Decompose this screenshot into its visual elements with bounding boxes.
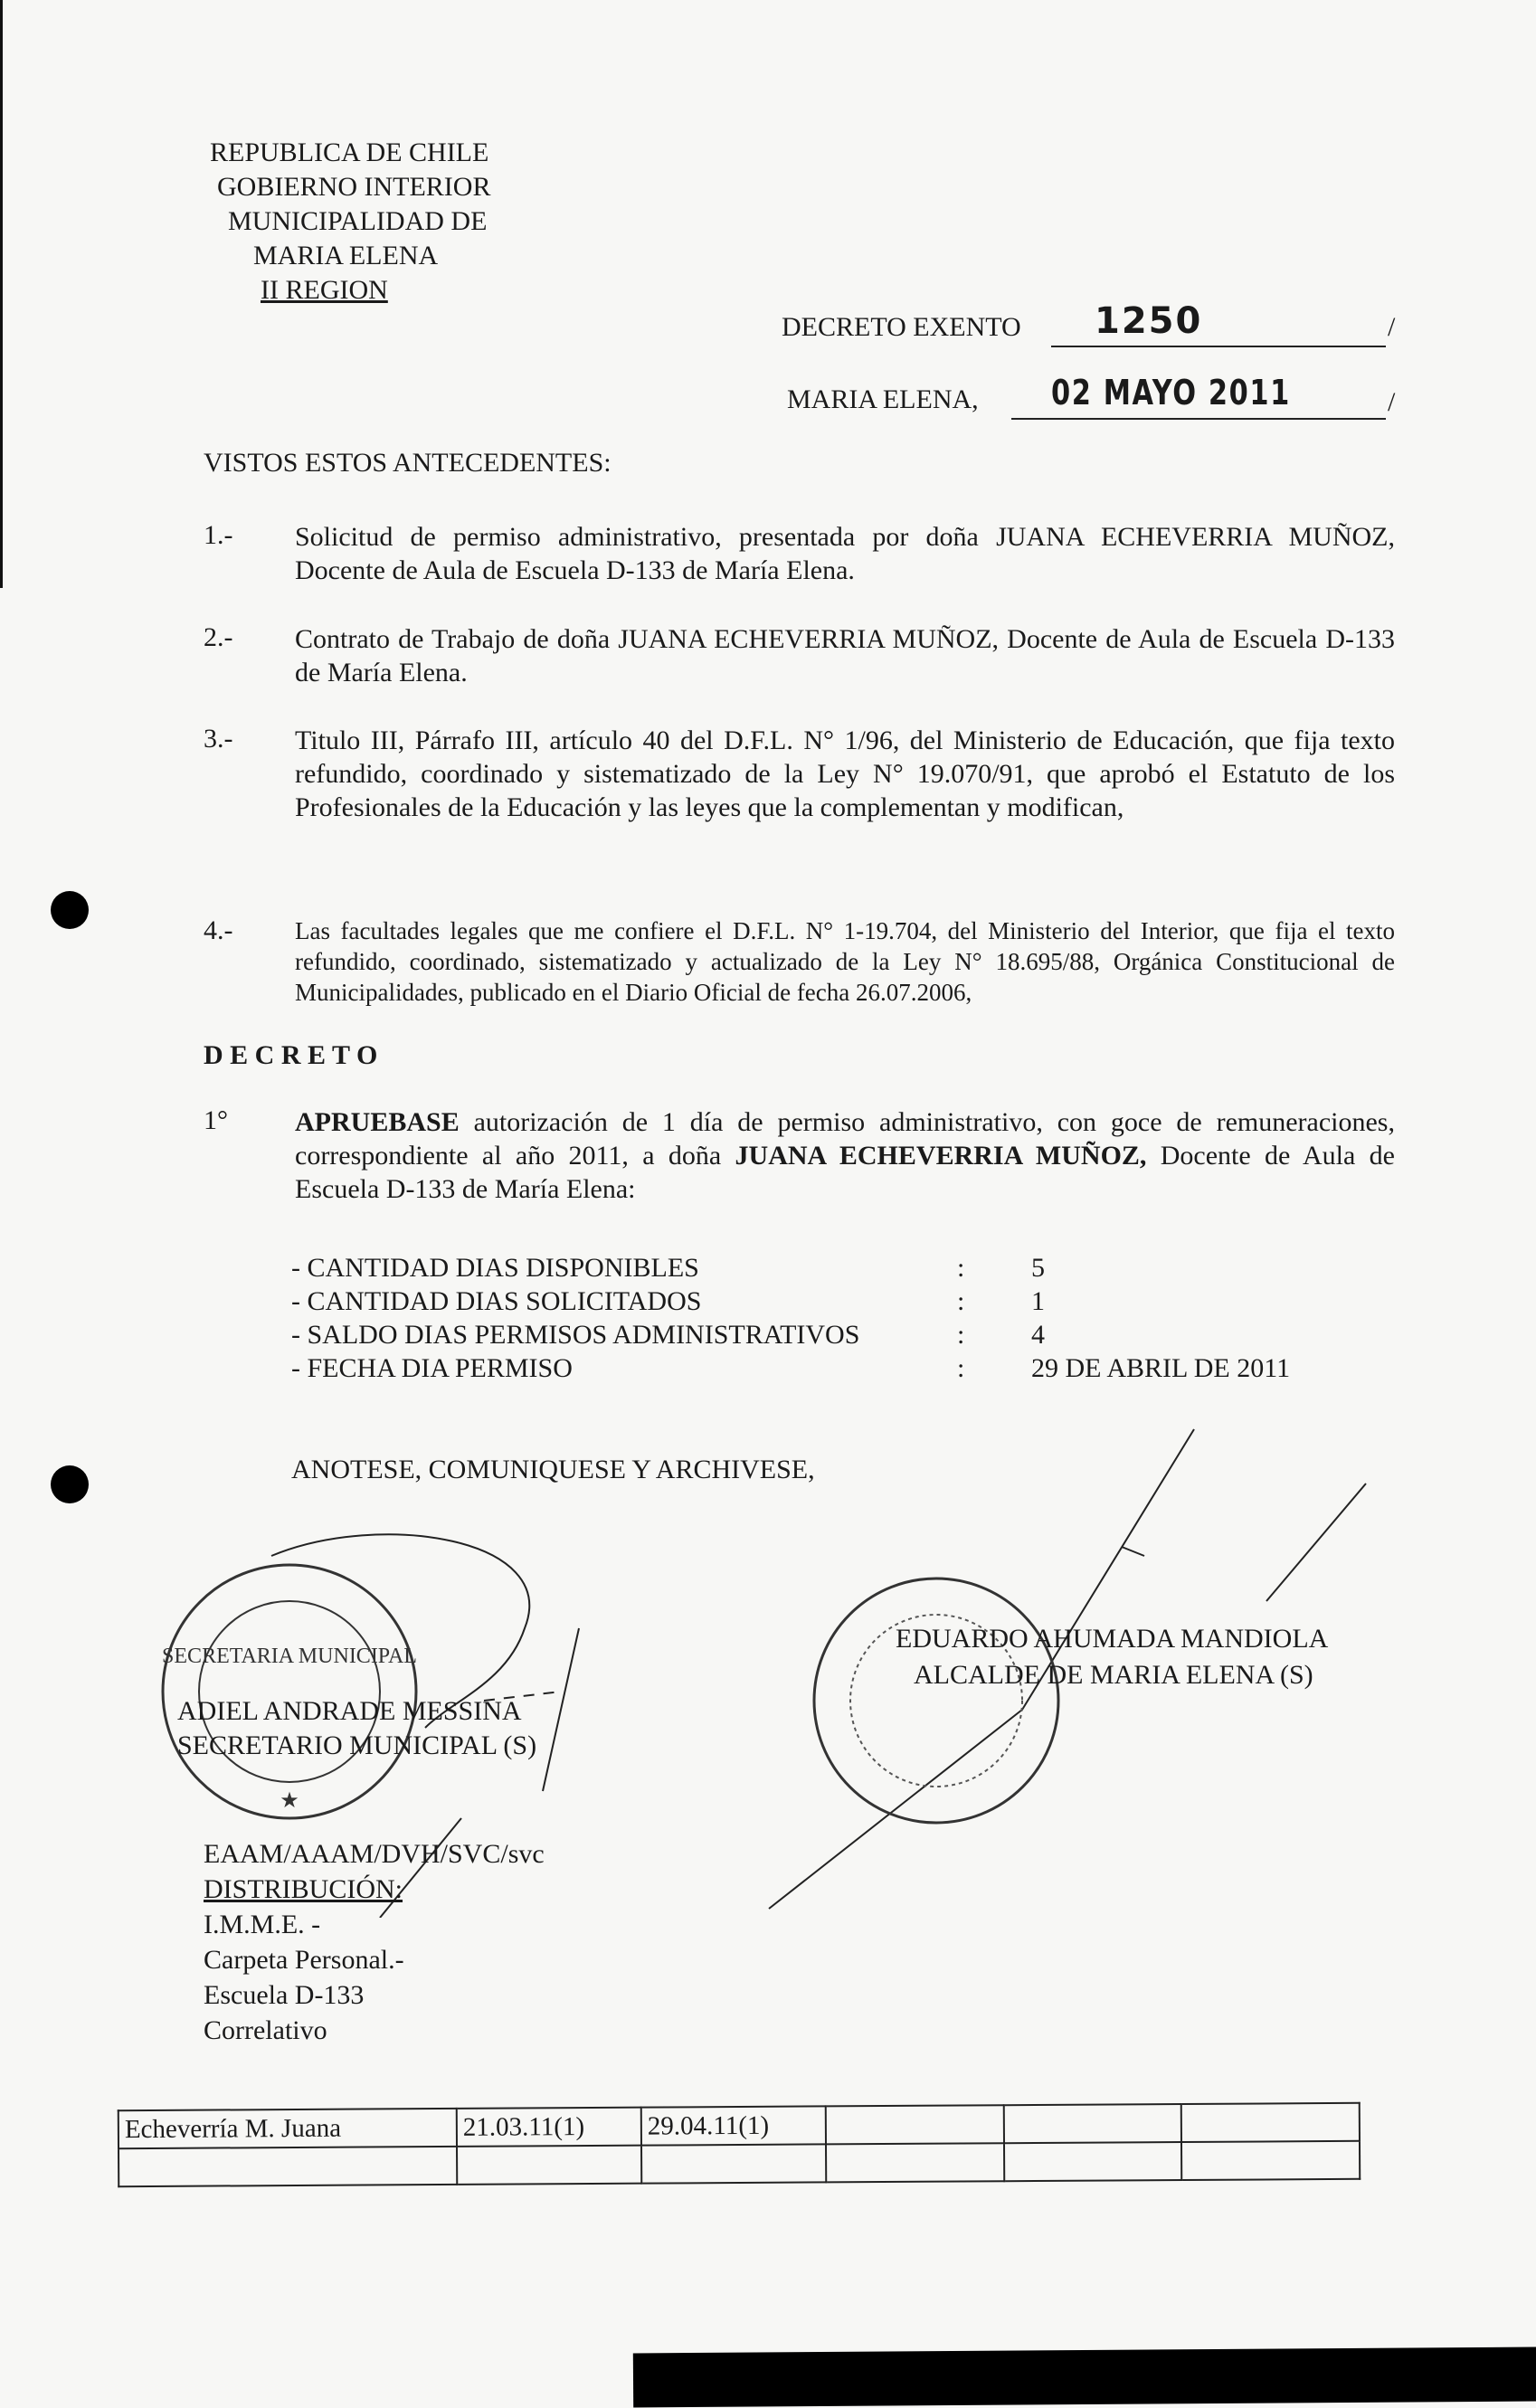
initials: EAAM/AAAM/DVH/SVC/svc: [204, 1839, 545, 1869]
detail-value: 29 DE ABRIL DE 2011: [1031, 1353, 1291, 1383]
svg-text:★: ★: [280, 1789, 299, 1813]
table-cell: [641, 2144, 826, 2183]
table-cell: [1004, 2142, 1182, 2181]
header-line: MUNICIPALIDAD DE: [228, 206, 488, 236]
header-line: GOBIERNO INTERIOR: [217, 172, 491, 202]
punch-hole: [51, 891, 89, 929]
secretary-title: SECRETARIO MUNICIPAL (S): [177, 1730, 537, 1760]
date-stamp: 02 MAYO 2011: [1051, 373, 1291, 412]
table-cell: [1181, 2141, 1360, 2180]
colon: :: [957, 1286, 965, 1316]
item-number: 1°: [204, 1105, 228, 1135]
scan-bottom-bar: [633, 2347, 1536, 2408]
table-cell: Echeverría M. Juana: [119, 2109, 457, 2148]
vistos-item: Solicitud de permiso administrativo, presentada por doña JUANA ECHEVERRIA MUÑOZ, Docente de Aula de Escuela D-133 de María Elena.: [295, 522, 1395, 585]
detail-value: 5: [1031, 1253, 1045, 1283]
detail-label: - FECHA DIA PERMISO: [291, 1353, 573, 1383]
slash: /: [1388, 387, 1396, 417]
article-text: Docente de Aula de Escuela D-133 de María Elena:: [295, 1141, 1395, 1204]
underline: [1051, 346, 1386, 347]
detail-value: 1: [1031, 1286, 1045, 1316]
distribution-title: DISTRIBUCIÓN:: [204, 1874, 403, 1904]
colon: :: [957, 1320, 965, 1350]
colon: :: [957, 1353, 965, 1383]
detail-label: - SALDO DIAS PERMISOS ADMINISTRATIVOS: [291, 1320, 860, 1350]
item-number: 2.-: [204, 622, 233, 652]
mayor-name: EDUARDO AHUMADA MANDIOLA: [896, 1624, 1329, 1654]
decreto-article: [295, 1105, 1395, 1206]
item-number: 4.-: [204, 915, 233, 945]
table-cell: 29.04.11(1): [641, 2106, 826, 2145]
article-text: autorización de 1 día de permiso administrativo, con goce de remuneraciones, correspondiente al año 2011, a doña: [295, 1107, 1395, 1171]
bold-lead: APRUEBASE: [295, 1107, 460, 1137]
beneficiary-name: JUANA ECHEVERRIA MUÑOZ,: [735, 1141, 1147, 1171]
table-cell: [119, 2147, 457, 2186]
distribution-item: I.M.M.E. -: [204, 1910, 321, 1939]
detail-label: - CANTIDAD DIAS SOLICITADOS: [291, 1286, 702, 1316]
table-cell: [826, 2143, 1004, 2182]
distribution-item: Carpeta Personal.-: [204, 1945, 404, 1975]
decreto-title: D E C R E T O: [204, 1040, 378, 1070]
vistos-item: Las facultades legales que me confiere el D.F.L. N° 1-19.704, del Ministerio del Interior, que fija el texto refundido, coordinado, sistematizado y actualizado de la Ley N° 18.695/88, Orgánica Constitucional de Municipalidades, publicado en el Diario Oficial de fecha 26.07.2006,: [295, 917, 1395, 1006]
table-cell: [1003, 2104, 1181, 2143]
mayor-title: ALCALDE DE MARIA ELENA (S): [914, 1660, 1313, 1690]
distribution-item: Escuela D-133: [204, 1980, 365, 2010]
detail-value: 4: [1031, 1320, 1045, 1350]
header-line: II REGION: [261, 275, 388, 305]
table-cell: [457, 2146, 641, 2185]
item-number: 1.-: [204, 520, 233, 550]
header-line: REPUBLICA DE CHILE: [210, 137, 489, 167]
vistos-title: VISTOS ESTOS ANTECEDENTES:: [204, 448, 612, 478]
slash: /: [1388, 312, 1396, 342]
underline: [1011, 418, 1386, 420]
item-number: 3.-: [204, 724, 233, 754]
distribution-item: Correlativo: [204, 2015, 327, 2045]
table-cell: 21.03.11(1): [457, 2108, 641, 2147]
mayor-seal: [805, 1569, 1067, 1832]
closing-formula: ANOTESE, COMUNIQUESE Y ARCHIVESE,: [291, 1455, 815, 1484]
place-label: MARIA ELENA,: [787, 384, 979, 414]
header-line: MARIA ELENA: [253, 241, 439, 270]
vistos-item: Titulo III, Párrafo III, artículo 40 del D.F.L. N° 1/96, del Ministerio de Educación, que fija texto refundido, coordinado y sistematizado de la Ley N° 19.070/91, que aprobó el Estatuto de los Profesionales de la Educación y las leyes que la complementan y modifican,: [295, 725, 1395, 822]
seal-center-text: SECRETARIA MUNICIPAL: [162, 1645, 417, 1668]
secretary-name: ADIEL ANDRADE MESSINA: [177, 1696, 522, 1726]
colon: :: [957, 1253, 965, 1283]
permit-record-table: [118, 2102, 1361, 2187]
scan-edge-line: [0, 0, 3, 588]
table-row: [119, 2141, 1360, 2186]
detail-label: - CANTIDAD DIAS DISPONIBLES: [291, 1253, 699, 1283]
decree-number-stamp: 1250: [1095, 300, 1203, 342]
table-cell: [826, 2105, 1004, 2144]
table-cell: [1181, 2103, 1360, 2142]
decree-exento-label: DECRETO EXENTO: [782, 312, 1021, 342]
vistos-item: Contrato de Trabajo de doña JUANA ECHEVERRIA MUÑOZ, Docente de Aula de Escuela D-133 de María Elena.: [295, 624, 1395, 687]
municipal-secretary-seal: [154, 1556, 425, 1827]
